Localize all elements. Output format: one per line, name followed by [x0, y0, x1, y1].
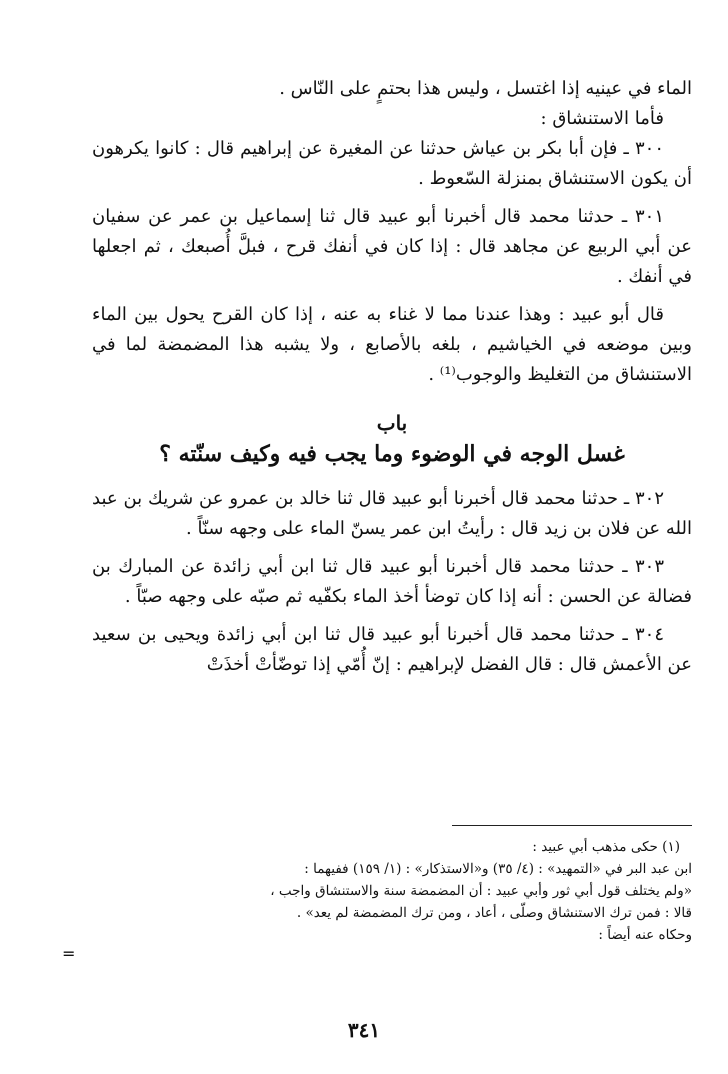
footnote-1-line: وحكاه عنه أيضاً :	[598, 927, 692, 943]
paragraph-istinshaq-intro: فأما الاستنشاق :	[540, 108, 664, 129]
paragraph-301: ٣٠١ ـ حدثنا محمد قال أخبرنا أبو عبيد قال ثنا إسماعيل بن عمر عن سفيان عن أبي الربيع عن مجاهد قال : إذا كان في أنفك قرح ، فبلَّ أُصبعك ، ثم اجعلها في أنفك .	[92, 206, 692, 287]
footnote-1-line: «ولم يختلف قول أبي ثور وأبي عبيد : أن المضمضة سنة والاستنشاق واجب ،	[270, 883, 692, 899]
footnotes	[92, 836, 692, 946]
paragraph-304: ٣٠٤ ـ حدثنا محمد قال أخبرنا أبو عبيد قال ثنا ابن أبي زائدة ويحيى بن سعيد عن الأعمش قال : قال الفضل لإبراهيم : إنّ أُمّي إذا توضّأتْ أخذَتْ	[92, 624, 692, 675]
footnote-1-heading: (١) حكى مذهب أبي عبيد :	[532, 839, 680, 855]
chapter-title: غسل الوجه في الوضوء وما يجب فيه وكيف سنّته ؟	[159, 441, 625, 467]
paragraph-300: ٣٠٠ ـ فإن أبا بكر بن عياش حدثنا عن المغيرة عن إبراهيم قال : كانوا يكرهون أن يكون الاستنشاق بمنزلة السّعوط .	[92, 138, 692, 189]
paragraph-302: ٣٠٢ ـ حدثنا محمد قال أخبرنا أبو عبيد قال ثنا خالد بن عمرو عن شريك بن عبد الله عن فلان بن زيد قال : رأيتُ ابن عمر يسنّ الماء على وجهه سنّاً .	[92, 488, 692, 539]
chapter-label: باب	[376, 411, 408, 435]
paragraph-top: الماء في عينيه إذا اغتسل ، وليس هذا بحتمٍ على النّاس .	[279, 78, 692, 99]
paragraph-abu-ubaid: قال أبو عبيد : وهذا عندنا مما لا غناء به عنه ، إذا كان القرح يحول بين الماء وبين موضعه في الخياشيم ، بلغه بالأصابع ، ولا يشبه هذا المضمضة لما في الاستنشاق من التغليظ والوجوب⁽¹⁾ .	[92, 304, 692, 385]
paragraph-303: ٣٠٣ ـ حدثنا محمد قال أخبرنا أبو عبيد قال ثنا ابن أبي زائدة عن المبارك بن فضالة عن الحسن : أنه إذا كان توضأ أخذ الماء بكفّيه ثم صبّه على وجهه صبّاً .	[92, 556, 692, 607]
footnote-1-line: قالا : فمن ترك الاستنشاق وصلّى ، أعاد ، ومن ترك المضمضة لم يعد» .	[296, 905, 692, 921]
continuation-mark: =	[62, 944, 76, 963]
footnote-1-line: ابن عبد البر في «التمهيد» : (٤/ ٣٥) و«الاستذكار» : (١/ ١٥٩) ففيهما :	[304, 861, 692, 877]
page-number: ٣٤١	[347, 1018, 381, 1042]
footnote-divider	[452, 825, 692, 826]
main-text	[92, 74, 692, 680]
